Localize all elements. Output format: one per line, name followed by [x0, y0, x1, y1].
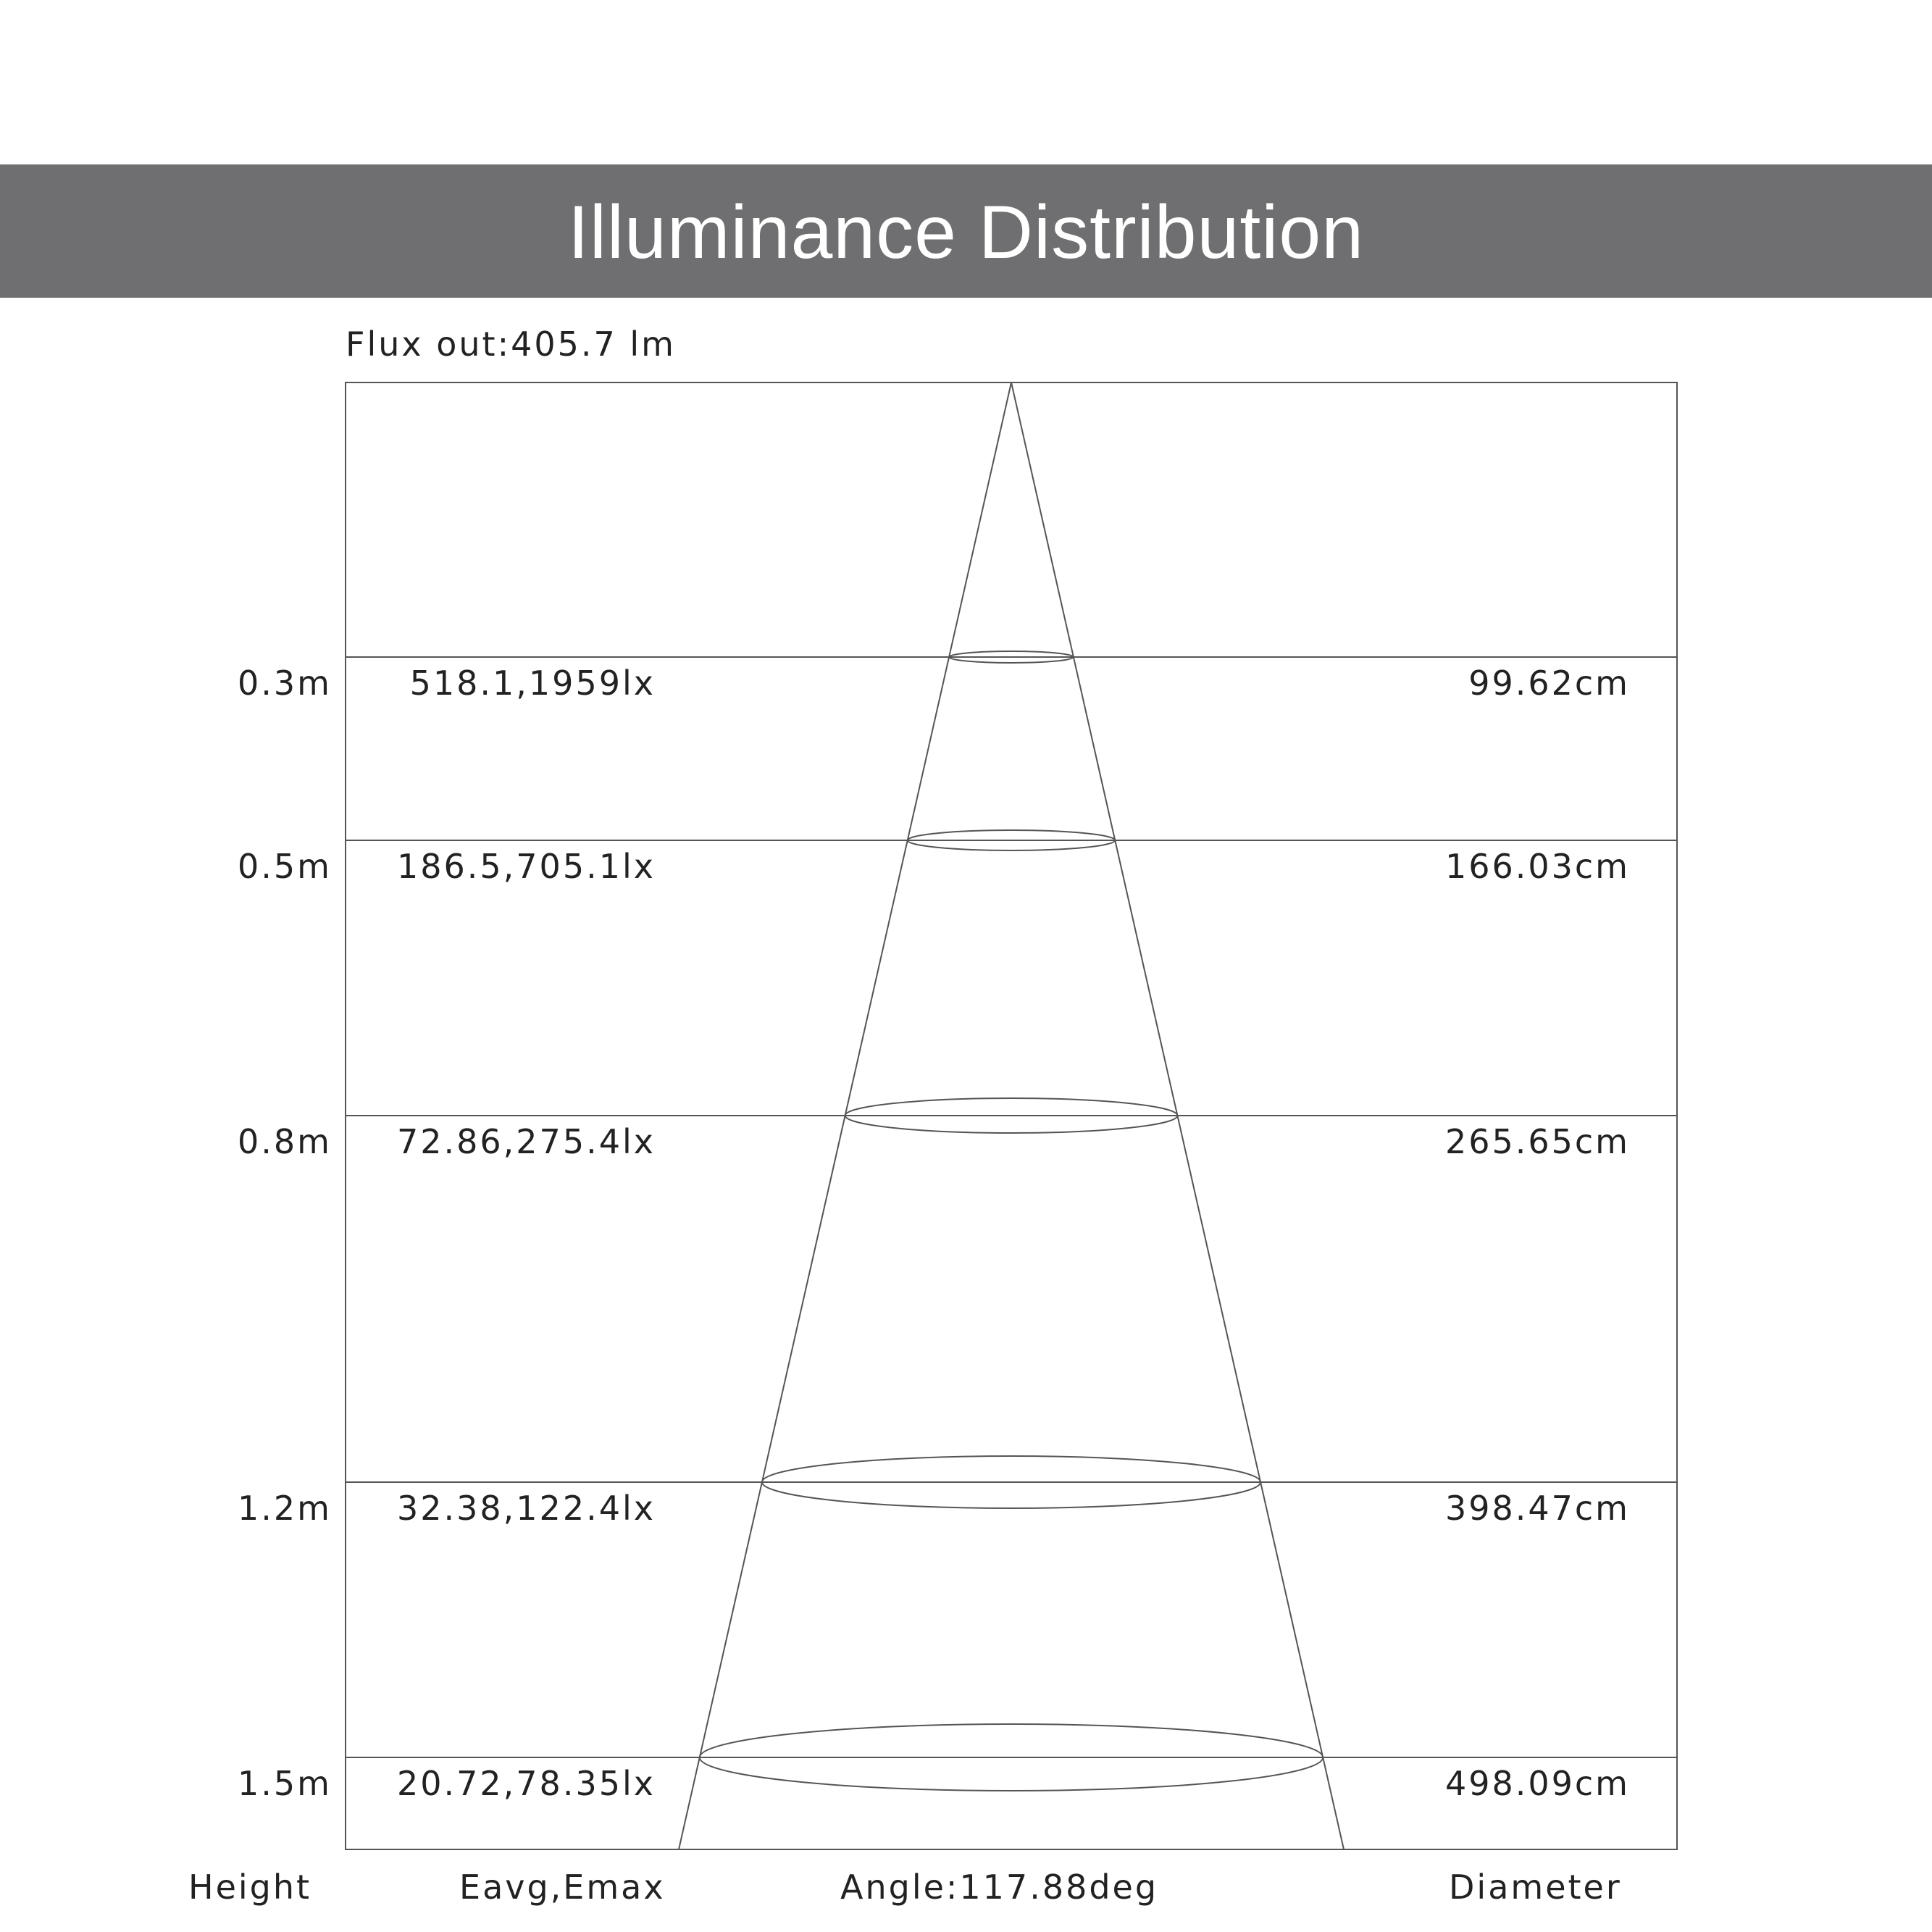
diameter-label: 166.03cm	[1444, 847, 1630, 886]
illuminance-label: 186.5,705.1lx	[396, 847, 656, 886]
illuminance-label: 72.86,275.4lx	[396, 1122, 656, 1161]
footer-diameter-label: Diameter	[1449, 1868, 1622, 1907]
page-title: Illuminance Distribution	[567, 191, 1365, 275]
diameter-label: 498.09cm	[1444, 1764, 1630, 1803]
illuminance-label: 20.72,78.35lx	[396, 1764, 656, 1803]
illuminance-label: 32.38,122.4lx	[396, 1489, 656, 1528]
illuminance-label: 518.1,1959lx	[409, 664, 656, 703]
height-label: 1.5m	[238, 1764, 332, 1803]
footer-eavg-label: Eavg,Emax	[459, 1868, 666, 1907]
diameter-label: 265.65cm	[1444, 1122, 1630, 1161]
height-label: 0.8m	[238, 1122, 332, 1161]
footer-height-label: Height	[188, 1868, 312, 1907]
height-label: 0.3m	[238, 664, 332, 703]
height-label: 0.5m	[238, 847, 332, 886]
footer-angle-label: Angle:117.88deg	[840, 1868, 1159, 1907]
diameter-label: 398.47cm	[1444, 1489, 1630, 1528]
rows-layer	[238, 651, 1677, 1803]
flux-label: Flux out:405.7 lm	[346, 325, 676, 364]
height-label: 1.2m	[238, 1489, 332, 1528]
diameter-label: 99.62cm	[1468, 664, 1630, 703]
